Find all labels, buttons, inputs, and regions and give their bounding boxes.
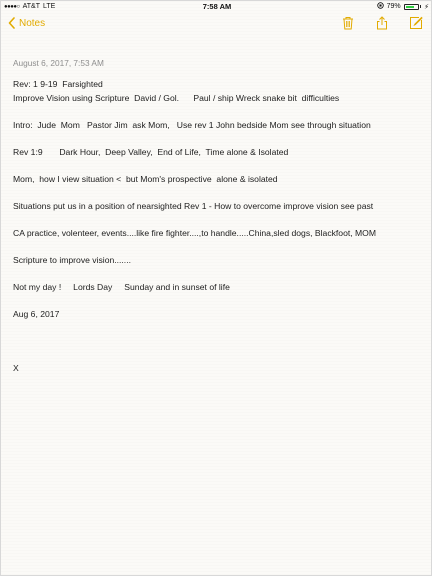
- note-line: Intro: Jude Mom Pastor Jim ask Mom, Use rev 1 John bedside Mom see through situation: [13, 119, 371, 130]
- note-line: Aug 6, 2017: [13, 308, 60, 319]
- share-icon[interactable]: [375, 16, 389, 30]
- carrier-name: AT&T: [22, 3, 40, 10]
- battery-status: [377, 2, 429, 11]
- note-line: Situations put us in a position of nearsighted Rev 1 - How to overcome improve vision see past: [13, 200, 374, 211]
- note-line: X: [13, 362, 19, 373]
- blank-line: [13, 321, 425, 335]
- blank-line: [13, 294, 425, 308]
- note-line: CA practice, volenteer, events....like fire fighter....,to handle.....China,sled dogs, Blackfoot, MOM: [13, 227, 377, 238]
- blank-line: [13, 335, 425, 349]
- blank-line: [13, 240, 425, 254]
- status-bar: [1, 1, 432, 13]
- battery-percent: 79%: [386, 3, 401, 10]
- note-text[interactable]: [13, 78, 425, 375]
- note-line: Rev: 1 9-19 Farsighted: [13, 79, 103, 89]
- note-line: Scripture to improve vision.......: [13, 254, 131, 265]
- blank-line: [13, 159, 425, 173]
- blank-line: [13, 348, 425, 362]
- note-line: Mom, how I view situation < but Mom's prospective alone & isolated: [13, 173, 278, 184]
- compose-icon[interactable]: [409, 16, 423, 30]
- blank-line: [13, 213, 425, 227]
- note-line: Improve Vision using Scripture David / Gol. Paul / ship Wreck snake bit difficulties: [13, 92, 340, 103]
- blank-line: [13, 186, 425, 200]
- blank-line: [13, 132, 425, 146]
- note-toolbar: [341, 16, 423, 30]
- charging-icon: ⚡: [424, 3, 429, 11]
- note-timestamp: August 6, 2017, 7:53 AM: [13, 58, 104, 68]
- note-body[interactable]: [13, 57, 425, 375]
- signal-strength-icon: ●●●●○: [4, 3, 20, 10]
- network-type: LTE: [43, 3, 56, 10]
- navigation-bar: [1, 13, 432, 37]
- chevron-left-icon: [8, 17, 15, 29]
- clock: 7:58 AM: [202, 2, 232, 11]
- note-line: Not my day ! Lords Day Sunday and in sunset of life: [13, 281, 230, 292]
- battery-icon: [404, 4, 419, 10]
- back-to-notes-button[interactable]: [8, 17, 45, 29]
- rotation-lock-icon: [377, 2, 384, 11]
- note-line: Rev 1:9 Dark Hour, Deep Valley, End of Life, Time alone & Isolated: [13, 146, 289, 157]
- back-button-label: Notes: [19, 17, 46, 29]
- trash-icon[interactable]: [341, 16, 355, 30]
- blank-line: [13, 105, 425, 119]
- blank-line: [13, 267, 425, 281]
